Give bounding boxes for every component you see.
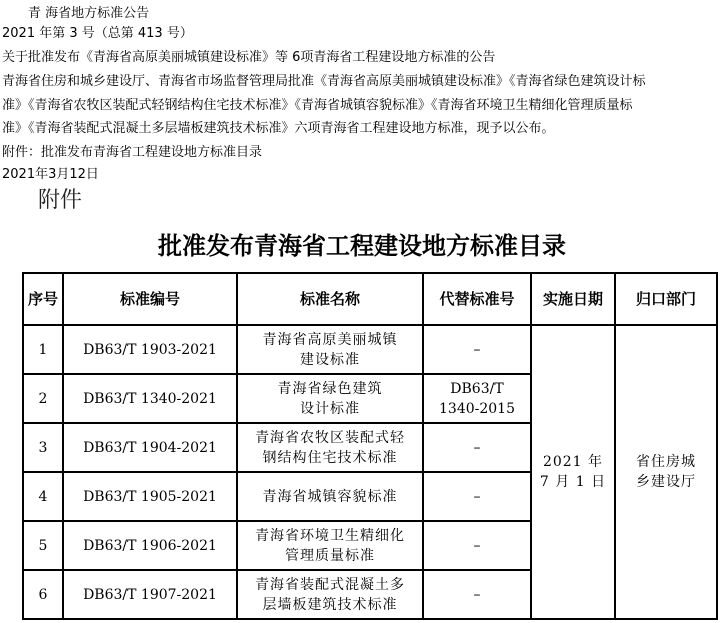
row-code: DB63/T 1906-2021 bbox=[63, 521, 237, 570]
row-replaces bbox=[423, 325, 531, 374]
row-name bbox=[237, 374, 423, 423]
row-replaces bbox=[423, 423, 531, 472]
attachment-label: 附件 bbox=[38, 188, 83, 213]
row-replaces-line-1: – bbox=[473, 341, 481, 358]
row-name-line-1: 青海省城镇容貌标准 bbox=[262, 488, 398, 505]
header-name: 标准名称 bbox=[237, 273, 423, 325]
row-code: DB63/T 1904-2021 bbox=[63, 423, 237, 472]
row-name-line-2: 建设标准 bbox=[300, 351, 360, 368]
department-cell bbox=[615, 325, 717, 619]
department-line-2: 乡建设厅 bbox=[636, 474, 696, 490]
row-name-line-2: 钢结构住宅技术标准 bbox=[262, 449, 398, 466]
row-replaces-line-1: DB63/T bbox=[450, 380, 504, 397]
row-name bbox=[237, 325, 423, 374]
issuer-line: 青 海省地方标准公告 bbox=[28, 6, 150, 21]
table-header-row bbox=[23, 273, 717, 325]
header-no: 序号 bbox=[23, 273, 63, 325]
row-no: 5 bbox=[23, 521, 63, 570]
table-row bbox=[23, 325, 717, 374]
row-no: 1 bbox=[23, 325, 63, 374]
row-replaces bbox=[423, 374, 531, 423]
row-no: 3 bbox=[23, 423, 63, 472]
row-name-line-1: 青海省装配式混凝土多 bbox=[255, 576, 405, 593]
row-name-line-1: 青海省绿色建筑 bbox=[277, 380, 383, 397]
row-name bbox=[237, 521, 423, 570]
effective-date-line-2: 7 月 1 日 bbox=[539, 474, 607, 490]
row-no: 6 bbox=[23, 570, 63, 619]
effective-date-line-1: 2021 年 bbox=[542, 454, 604, 470]
header-replaces: 代替标准号 bbox=[423, 273, 531, 325]
row-name bbox=[237, 472, 423, 521]
notice-body-line-2: 准》《青海省农牧区装配式轻钢结构住宅技术标准》《青海省城镇容貌标准》《青海省环境卫生精细化管理质量标 bbox=[2, 98, 633, 113]
row-name-line-2: 管理质量标准 bbox=[285, 547, 375, 564]
header-effective-date: 实施日期 bbox=[531, 273, 615, 325]
row-code: DB63/T 1340-2021 bbox=[63, 374, 237, 423]
row-name-line-1: 青海省环境卫生精细化 bbox=[255, 527, 405, 544]
row-replaces-line-1: – bbox=[473, 586, 481, 603]
row-code: DB63/T 1907-2021 bbox=[63, 570, 237, 619]
notice-subject: 关于批准发布《青海省高原美丽城镇建设标准》等 6项青海省工程建设地方标准的公告 bbox=[2, 50, 496, 65]
notice-body-line-1: 青海省住房和城乡建设厅、青海省市场监督管理局批准《青海省高原美丽城镇建设标准》《青海省绿色建筑设计标 bbox=[2, 74, 646, 89]
notice-number: 2021 年第 3 号（总第 413 号） bbox=[2, 26, 193, 41]
notice-body-line-3: 准》《青海省装配式混凝土多层墙板建筑技术标准》六项青海省工程建设地方标准，现予以公布。 bbox=[2, 121, 555, 136]
row-name-line-1: 青海省高原美丽城镇 bbox=[262, 331, 398, 348]
row-no: 2 bbox=[23, 374, 63, 423]
row-replaces-line-2: 1340-2015 bbox=[439, 400, 515, 417]
row-no: 4 bbox=[23, 472, 63, 521]
effective-date-cell bbox=[531, 325, 615, 619]
header-code: 标准编号 bbox=[63, 273, 237, 325]
row-replaces bbox=[423, 570, 531, 619]
row-replaces-line-1: – bbox=[473, 488, 481, 505]
standards-table bbox=[22, 272, 718, 620]
row-name bbox=[237, 570, 423, 619]
header-department: 归口部门 bbox=[615, 273, 717, 325]
row-replaces bbox=[423, 472, 531, 521]
row-name bbox=[237, 423, 423, 472]
row-replaces-line-1: – bbox=[473, 439, 481, 456]
row-name-line-1: 青海省农牧区装配式轻 bbox=[255, 429, 405, 446]
row-code: DB63/T 1903-2021 bbox=[63, 325, 237, 374]
row-code: DB63/T 1905-2021 bbox=[63, 472, 237, 521]
table-title: 批准发布青海省工程建设地方标准目录 bbox=[158, 232, 566, 260]
row-replaces-line-1: – bbox=[473, 537, 481, 554]
row-replaces bbox=[423, 521, 531, 570]
notice-date: 2021年3月12日 bbox=[2, 167, 99, 182]
row-name-line-2: 层墙板建筑技术标准 bbox=[262, 596, 398, 613]
department-line-1: 省住房城 bbox=[636, 454, 696, 470]
row-name-line-2: 设计标准 bbox=[300, 400, 360, 417]
attachment-reference: 附件：批准发布青海省工程建设地方标准目录 bbox=[2, 145, 263, 160]
